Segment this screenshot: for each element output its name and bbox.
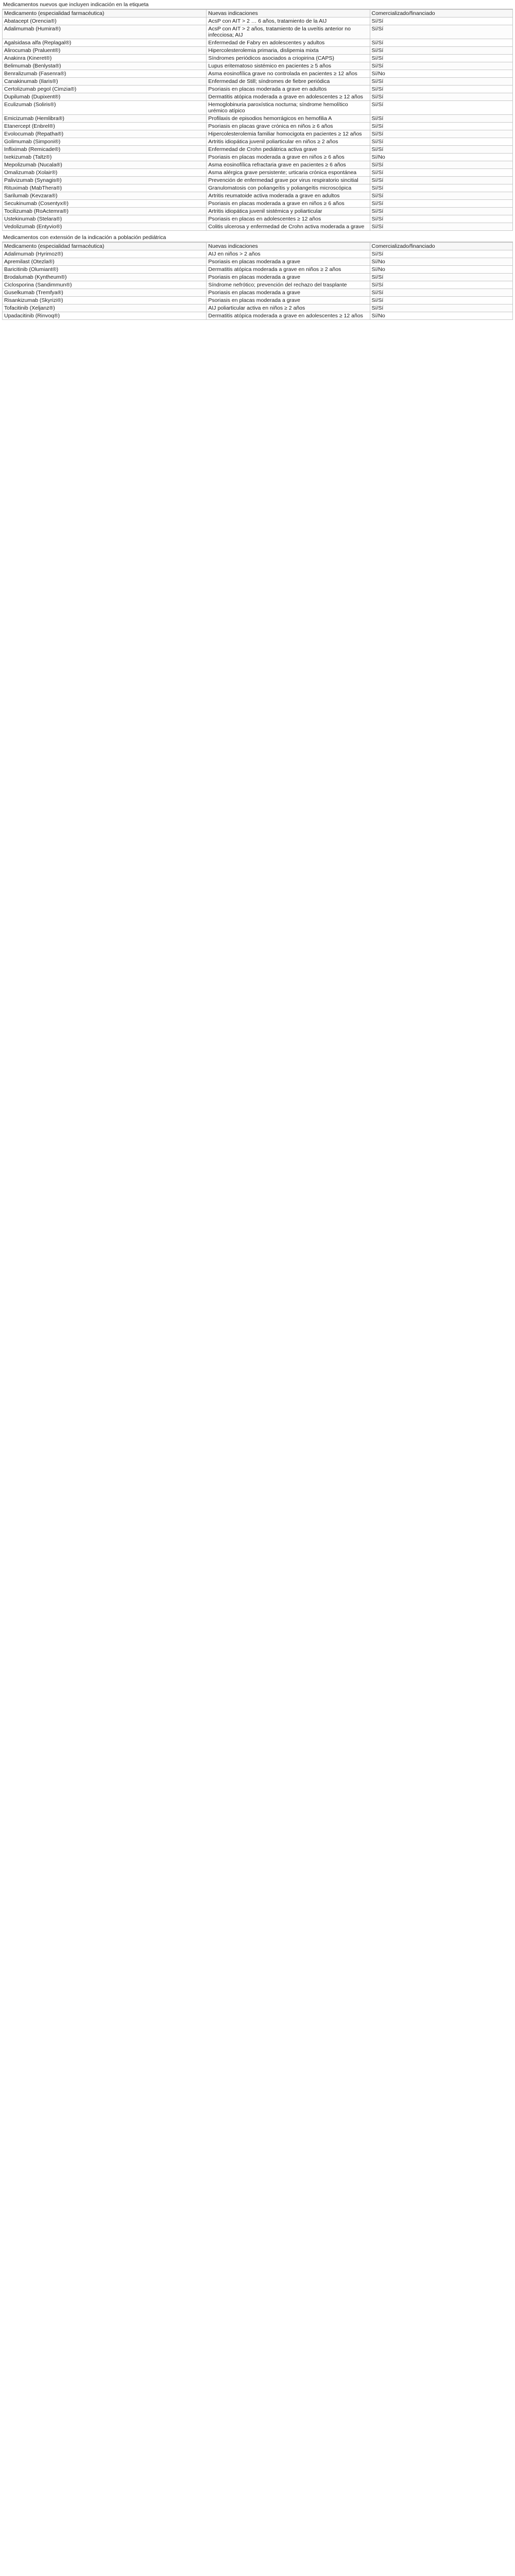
table-row [3, 18, 513, 25]
indication-cell: AIJ en niños > 2 años [207, 250, 370, 258]
table-row [3, 266, 513, 274]
table-row [3, 192, 513, 200]
table-row [3, 47, 513, 55]
status-cell: Sí/Sí [370, 115, 513, 123]
medication-cell: Guselkumab (Tremfya®) [3, 289, 207, 297]
indication-cell: Síndrome nefrótico; prevención del rechazo del trasplante [207, 281, 370, 289]
medications-table [2, 242, 513, 320]
status-cell: Sí/Sí [370, 192, 513, 200]
table-row [3, 154, 513, 161]
indication-cell: Dermatitis atópica moderada a grave en niños ≥ 2 años [207, 266, 370, 274]
indication-cell: Psoriasis en placas en adolescentes ≥ 12 años [207, 215, 370, 223]
indication-cell: AcsP con AIT > 2 … 6 años, tratamiento de la AIJ [207, 18, 370, 25]
table-row [3, 115, 513, 123]
indication-cell: Psoriasis en placas moderada a grave en niños ≥ 6 años [207, 200, 370, 208]
table-row [3, 258, 513, 266]
status-cell: Sí/Sí [370, 138, 513, 146]
table-row [3, 289, 513, 297]
table-row [3, 123, 513, 130]
status-cell: Sí/Sí [370, 208, 513, 215]
indication-cell: AIJ poliarticular activa en niños ≥ 2 años [207, 304, 370, 312]
status-cell: Sí/Sí [370, 18, 513, 25]
medication-cell: Dupilumab (Dupixent®) [3, 93, 207, 101]
medication-cell: Golimumab (Simponi®) [3, 138, 207, 146]
medication-cell: Ciclosporina (Sandimmun®) [3, 281, 207, 289]
medication-cell: Ustekinumab (Stelara®) [3, 215, 207, 223]
indication-cell: AcsP con AIT > 2 años, tratamiento de la uveítis anterior no infecciosa; AIJ [207, 25, 370, 39]
medication-cell: Secukinumab (Cosentyx®) [3, 200, 207, 208]
medication-cell: Emicizumab (Hemlibra®) [3, 115, 207, 123]
column-header: Comercializado/financiado [370, 10, 513, 18]
table-row [3, 93, 513, 101]
medication-cell: Rituximab (MabThera®) [3, 184, 207, 192]
medication-cell: Canakinumab (Ilaris®) [3, 78, 207, 86]
indication-cell: Profilaxis de episodios hemorrágicos en hemofilia A [207, 115, 370, 123]
status-cell: Sí/Sí [370, 215, 513, 223]
indication-cell: Enfermedad de Fabry en adolescentes y adultos [207, 39, 370, 47]
medication-cell: Evolocumab (Repatha®) [3, 130, 207, 138]
table-row [3, 312, 513, 320]
indication-cell: Psoriasis en placas moderada a grave [207, 289, 370, 297]
medication-cell: Brodalumab (Kyntheum®) [3, 274, 207, 281]
column-header: Comercializado/financiado [370, 243, 513, 250]
table-row [3, 62, 513, 70]
status-cell: Sí/Sí [370, 250, 513, 258]
table-row [3, 169, 513, 177]
medication-cell: Adalimumab (Hyrimoz®) [3, 250, 207, 258]
table-row [3, 78, 513, 86]
status-cell: Sí/Sí [370, 123, 513, 130]
table-row [3, 177, 513, 184]
table-row [3, 70, 513, 78]
table-row [3, 200, 513, 208]
table-header-row [3, 243, 513, 250]
indication-cell: Asma eosinofílica grave no controlada en pacientes ≥ 12 años [207, 70, 370, 78]
status-cell: Sí/No [370, 70, 513, 78]
medication-cell: Omalizumab (Xolair®) [3, 169, 207, 177]
medication-cell: Tocilizumab (RoActemra®) [3, 208, 207, 215]
indication-cell: Artritis idiopática juvenil poliarticular en niños ≥ 2 años [207, 138, 370, 146]
indication-cell: Prevención de enfermedad grave por virus respiratorio sincitial [207, 177, 370, 184]
table-row [3, 223, 513, 231]
table-row [3, 304, 513, 312]
status-cell: Sí/No [370, 154, 513, 161]
table-row [3, 208, 513, 215]
table-row [3, 146, 513, 154]
medication-cell: Mepolizumab (Nucala®) [3, 161, 207, 169]
indication-cell: Hipercolesterolemia primaria, dislipemia mixta [207, 47, 370, 55]
medication-cell: Certolizumab pegol (Cimzia®) [3, 86, 207, 93]
table-row [3, 55, 513, 62]
medication-cell: Apremilast (Otezla®) [3, 258, 207, 266]
status-cell: Sí/Sí [370, 55, 513, 62]
table-row [3, 101, 513, 115]
status-cell: Sí/Sí [370, 47, 513, 55]
medication-cell: Palivizumab (Synagis®) [3, 177, 207, 184]
medication-cell: Infliximab (Remicade®) [3, 146, 207, 154]
medication-cell: Benralizumab (Fasenra®) [3, 70, 207, 78]
medication-cell: Baricitinib (Olumiant®) [3, 266, 207, 274]
status-cell: Sí/No [370, 258, 513, 266]
indication-cell: Dermatitis atópica moderada a grave en adolescentes ≥ 12 años [207, 312, 370, 320]
status-cell: Sí/Sí [370, 289, 513, 297]
indication-cell: Colitis ulcerosa y enfermedad de Crohn activa moderada a grave [207, 223, 370, 231]
status-cell: Sí/Sí [370, 62, 513, 70]
status-cell: Sí/Sí [370, 184, 513, 192]
indication-cell: Hipercolesterolemia familiar homocigota en pacientes ≥ 12 años [207, 130, 370, 138]
table-row [3, 39, 513, 47]
status-cell: Sí/Sí [370, 93, 513, 101]
indication-cell: Enfermedad de Still; síndromes de fiebre periódica [207, 78, 370, 86]
status-cell: Sí/Sí [370, 297, 513, 304]
medications-table [2, 9, 513, 231]
status-cell: Sí/Sí [370, 146, 513, 154]
indication-cell: Psoriasis en placas moderada a grave [207, 258, 370, 266]
medication-cell: Alirocumab (Praluent®) [3, 47, 207, 55]
indication-cell: Asma alérgica grave persistente; urticaria crónica espontánea [207, 169, 370, 177]
table-row [3, 215, 513, 223]
medication-cell: Sarilumab (Kevzara®) [3, 192, 207, 200]
indication-cell: Psoriasis en placas grave crónica en niños ≥ 6 años [207, 123, 370, 130]
table-row [3, 274, 513, 281]
column-header: Nuevas indicaciones [207, 10, 370, 18]
indication-cell: Asma eosinofílica refractaria grave en pacientes ≥ 6 años [207, 161, 370, 169]
status-cell: Sí/Sí [370, 223, 513, 231]
table-row [3, 130, 513, 138]
status-cell: Sí/Sí [370, 25, 513, 39]
status-cell: Sí/Sí [370, 169, 513, 177]
indication-cell: Lupus eritematoso sistémico en pacientes ≥ 5 años [207, 62, 370, 70]
status-cell: Sí/No [370, 266, 513, 274]
column-header: Medicamento (especialidad farmacéutica) [3, 243, 207, 250]
table-row [3, 138, 513, 146]
column-header: Medicamento (especialidad farmacéutica) [3, 10, 207, 18]
status-cell: Sí/Sí [370, 304, 513, 312]
status-cell: Sí/Sí [370, 101, 513, 115]
medication-cell: Adalimumab (Humira®) [3, 25, 207, 39]
medication-cell: Tofacitinib (Xeljanz®) [3, 304, 207, 312]
table-header-row [3, 10, 513, 18]
medication-cell: Vedolizumab (Entyvio®) [3, 223, 207, 231]
medication-cell: Abatacept (Orencia®) [3, 18, 207, 25]
indication-cell: Psoriasis en placas moderada a grave [207, 297, 370, 304]
medication-cell: Belimumab (Benlysta®) [3, 62, 207, 70]
indication-cell: Hemoglobinuria paroxística nocturna; síndrome hemolítico urémico atípico [207, 101, 370, 115]
medication-cell: Anakinra (Kineret®) [3, 55, 207, 62]
column-header: Nuevas indicaciones [207, 243, 370, 250]
status-cell: Sí/Sí [370, 274, 513, 281]
indication-cell: Psoriasis en placas moderada a grave en niños ≥ 6 años [207, 154, 370, 161]
status-cell: Sí/Sí [370, 177, 513, 184]
status-cell: Sí/Sí [370, 78, 513, 86]
status-cell: Sí/Sí [370, 86, 513, 93]
status-cell: Sí/Sí [370, 281, 513, 289]
medication-cell: Risankizumab (Skyrizi®) [3, 297, 207, 304]
indication-cell: Enfermedad de Crohn pediátrica activa grave [207, 146, 370, 154]
indication-cell: Granulomatosis con poliangeítis y poliangeítis microscópica [207, 184, 370, 192]
indication-cell: Síndromes periódicos asociados a criopirina (CAPS) [207, 55, 370, 62]
status-cell: Sí/No [370, 312, 513, 320]
table-row [3, 161, 513, 169]
table-row [3, 297, 513, 304]
section-title: Medicamentos con extensión de la indicación a población pediátrica [2, 234, 513, 242]
table-row [3, 250, 513, 258]
status-cell: Sí/Sí [370, 161, 513, 169]
medication-cell: Agalsidasa alfa (Replagal®) [3, 39, 207, 47]
table-row [3, 281, 513, 289]
document-page [0, 0, 515, 333]
table-row [3, 184, 513, 192]
medication-cell: Ixekizumab (Taltz®) [3, 154, 207, 161]
status-cell: Sí/Sí [370, 39, 513, 47]
medication-cell: Eculizumab (Soliris®) [3, 101, 207, 115]
medication-cell: Etanercept (Enbrel®) [3, 123, 207, 130]
section-title: Medicamentos nuevos que incluyen indicación en la etiqueta [2, 1, 513, 9]
indication-cell: Psoriasis en placas moderada a grave [207, 274, 370, 281]
table-row [3, 25, 513, 39]
indication-cell: Dermatitis atópica moderada a grave en adolescentes ≥ 12 años [207, 93, 370, 101]
status-cell: Sí/Sí [370, 130, 513, 138]
indication-cell: Artritis idiopática juvenil sistémica y poliarticular [207, 208, 370, 215]
status-cell: Sí/Sí [370, 200, 513, 208]
medication-cell: Upadacitinib (Rinvoq®) [3, 312, 207, 320]
indication-cell: Psoriasis en placas moderada a grave en adultos [207, 86, 370, 93]
table-row [3, 86, 513, 93]
indication-cell: Artritis reumatoide activa moderada a grave en adultos [207, 192, 370, 200]
